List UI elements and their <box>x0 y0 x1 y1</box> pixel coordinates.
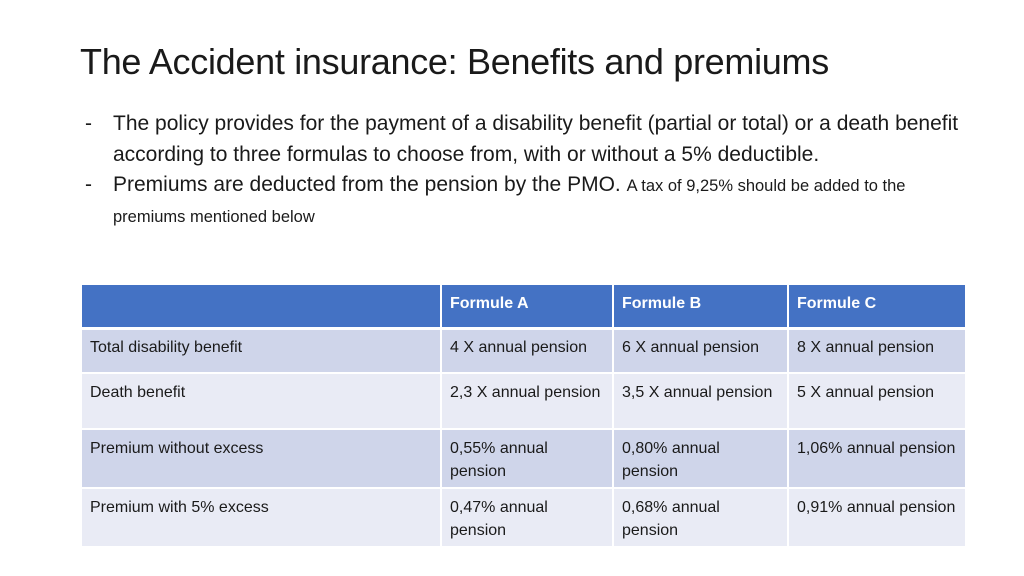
bullet-item-premiums <box>84 170 964 231</box>
table-header-formule-b: Formule B <box>613 284 788 329</box>
table-header-row <box>81 284 966 329</box>
row-label: Premium without excess <box>81 429 441 488</box>
table-cell: 1,06% annual pension <box>788 429 966 488</box>
bullet-dash: - <box>85 112 92 135</box>
table-row <box>81 373 966 429</box>
benefits-table-container <box>80 283 965 548</box>
benefits-premiums-table <box>80 283 967 548</box>
bullet-note-tax: A tax of 9,25% should be added to the premiums mentioned below <box>113 177 906 226</box>
table-header-formule-a: Formule A <box>441 284 613 329</box>
bullet-text-policy: The policy provides for the payment of a disability benefit (partial or total) or a death benefit according to three formulas to choose from, with or without a 5% deductible. <box>113 112 959 166</box>
row-label: Death benefit <box>81 373 441 429</box>
table-row <box>81 429 966 488</box>
bullet-text-premiums: Premiums are deducted from the pension by the PMO. <box>113 173 621 196</box>
bullet-item-policy <box>84 109 964 170</box>
table-row <box>81 329 966 374</box>
table-row <box>81 488 966 547</box>
table-cell: 0,55% annual pension <box>441 429 613 488</box>
table-cell: 3,5 X annual pension <box>613 373 788 429</box>
table-cell: 2,3 X annual pension <box>441 373 613 429</box>
table-cell: 4 X annual pension <box>441 329 613 374</box>
table-cell: 6 X annual pension <box>613 329 788 374</box>
row-label: Premium with 5% excess <box>81 488 441 547</box>
table-cell: 8 X annual pension <box>788 329 966 374</box>
bullet-list <box>84 109 964 231</box>
slide-title: The Accident insurance: Benefits and premiums <box>80 41 829 82</box>
table-cell: 0,47% annual pension <box>441 488 613 547</box>
table-header-formule-c: Formule C <box>788 284 966 329</box>
row-label: Total disability benefit <box>81 329 441 374</box>
bullet-dash: - <box>85 173 92 196</box>
table-cell: 0,68% annual pension <box>613 488 788 547</box>
table-cell: 0,80% annual pension <box>613 429 788 488</box>
table-cell: 0,91% annual pension <box>788 488 966 547</box>
table-header-empty <box>81 284 441 329</box>
table-cell: 5 X annual pension <box>788 373 966 429</box>
